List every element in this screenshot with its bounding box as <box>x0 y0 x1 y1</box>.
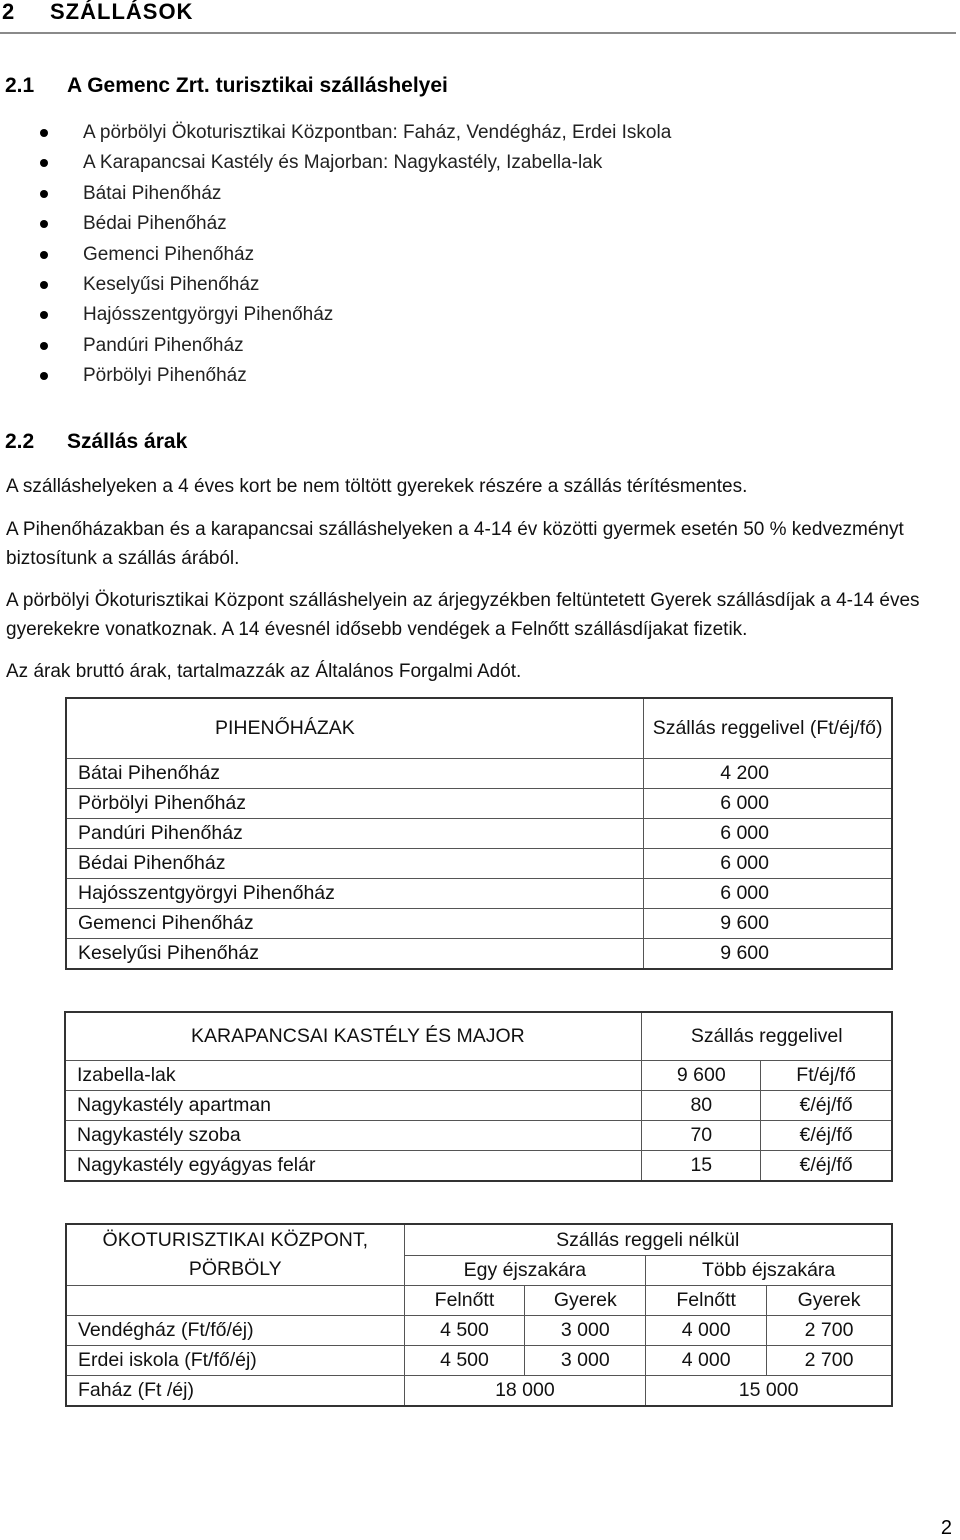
table-row: Izabella-lak 9 600 Ft/éj/fő <box>66 1061 892 1091</box>
section-number: 2.2 <box>5 430 35 453</box>
bullet-icon <box>40 251 48 259</box>
section-title: Szállás árak <box>67 430 188 453</box>
table-row: Bátai Pihenőház 4 200 <box>67 759 892 789</box>
bullet-icon <box>40 159 48 167</box>
table-row: Hajósszentgyörgyi Pihenőház 6 000 <box>67 879 892 909</box>
bullet-icon <box>40 342 48 350</box>
table-header-row <box>67 1286 892 1316</box>
bullet-icon <box>40 311 48 319</box>
rest-houses-price-table <box>66 698 892 969</box>
chapter-number: 2 <box>2 0 15 24</box>
column-header-child: Gyerek <box>525 1286 646 1316</box>
column-header-one-night: Egy éjszakára <box>404 1256 646 1286</box>
document-page: 2 SZÁLLÁSOK 2.1 A Gemenc Zrt. turisztikai szálláshelyei A pörbölyi Ökoturisztikai Központban: Faház, Vendégház, Erdei Iskola A Karapancsai Kastély és Majorban: Nagykastély, Izabella-lak Bátai Pihenőház Bédai Pihenőház Gemenci Pihenőház Keselyűsi Pihenőház Hajósszentgyörgyi Pihenőház Pandúri Pihenőház Pörbölyi Pihenőház 2.2 Szállás árak A szálláshelyeken a 4 éves kort be nem töltött gyerekek részére a szállás térítésmentes. A Pihenőházakban és a karapancsai szálláshelyeken a 4-14 év közötti gyermek esetén 50 % kedvezményt biztosítunk a szállás árából. A pörbölyi Ökoturisztikai Központ szálláshelyein az árjegyzékben feltüntetett Gyerek szállásdíjak a 4-14 éves gyerekekre vonatkoznak. A 14 évesnél idősebb vendégek a Felnőtt szállásdíjakat fizetik. Az árak bruttó árak, tartalmazzák az Általános Forgalmi Adót. PIHENŐHÁZAK Szállás reggelivel (Ft/éj/fő) Bátai Pihenőház 4 200 Pörbölyi Pihenőház 6 000 Pandúri Pihenőház 6 000 Bédai Pihenőház 6 000 Hajósszentgyörgyi Pihenőház 6 000 Gemenci Pihenőház 9 600 Keselyűsi Pihenőház 9 600 KARAPANCSAI KASTÉLY ÉS MAJOR Szállás reggelivel Izabella-lak 9 600 Ft/éj/fő Nagykastély apartman 80 €/éj/fő Nagykastély szoba 70 €/éj/fő Nagykastély egyágyas felár 15 €/éj/fő ÖKOTURISZTIKAI KÖZPONT, PÖRBÖLY Szállás reggeli nélkül Egy éjszakára Több éjszakára Felnőtt Gyerek Felnőtt Gyerek Vendégház (Ft/fő/éj) 4 500 3 000 4 000 2 700 Erdei iskola (Ft/fő/éj) 4 500 3 000 4 000 2 700 Faház (Ft /éj) 18 000 15 000 2 <box>0 0 960 1539</box>
column-header-adult: Felnőtt <box>646 1286 767 1316</box>
paragraph-vat-note: Az árak bruttó árak, tartalmazzák az Általános Forgalmi Adót. <box>6 661 522 682</box>
table-row: Nagykastély egyágyas felár 15 €/éj/fő <box>66 1151 892 1181</box>
table-row: Bédai Pihenőház 6 000 <box>67 849 892 879</box>
paragraph-discount: A Pihenőházakban és a karapancsai szálláshelyeken a 4-14 év közötti gyermek esetén 50 % kedvezményt biztosítunk a szállás árából. <box>6 519 904 569</box>
column-header-group: Szállás reggeli nélkül <box>404 1225 891 1256</box>
table-row: Pörbölyi Pihenőház 6 000 <box>67 789 892 819</box>
bullet-icon <box>40 220 48 228</box>
chapter-heading <box>0 0 956 34</box>
eco-centre-price-table <box>66 1224 892 1406</box>
table-header-row <box>66 1013 892 1061</box>
paragraph-free-stay: A szálláshelyeken a 4 éves kort be nem töltött gyerekek részére a szállás térítésmentes. <box>6 476 748 497</box>
table-header-row <box>67 1225 892 1256</box>
column-header-price: Szállás reggelivel <box>642 1013 892 1061</box>
page-number: 2 <box>940 1517 952 1539</box>
column-header-name: ÖKOTURISZTIKAI KÖZPONT, PÖRBÖLY <box>67 1225 405 1286</box>
bullet-icon <box>40 372 48 380</box>
bullet-icon <box>40 129 48 137</box>
bullet-icon <box>40 190 48 198</box>
table-row: Pandúri Pihenőház 6 000 <box>67 819 892 849</box>
table-row: Vendégház (Ft/fő/éj) 4 500 3 000 4 000 2 700 <box>67 1316 892 1346</box>
table-row: Nagykastély szoba 70 €/éj/fő <box>66 1121 892 1151</box>
section-number: 2.1 <box>5 74 35 97</box>
column-header-child: Gyerek <box>767 1286 892 1316</box>
table-row: Nagykastély apartman 80 €/éj/fő <box>66 1091 892 1121</box>
karapancsa-price-table <box>65 1012 892 1181</box>
paragraph-child-prices: A pörbölyi Ökoturisztikai Központ szálláshelyein az árjegyzékben feltüntetett Gyerek szállásdíjak a 4-14 éves gyerekekre vonatkoznak. A 14 évesnél idősebb vendégek a Felnőtt szállásdíjakat fizetik. <box>6 590 920 640</box>
bullet-icon <box>40 281 48 289</box>
table-row: Keselyűsi Pihenőház 9 600 <box>67 939 892 969</box>
chapter-title: SZÁLLÁSOK <box>50 0 194 24</box>
table-row: Faház (Ft /éj) 18 000 15 000 <box>67 1376 892 1406</box>
table-row: Erdei iskola (Ft/fő/éj) 4 500 3 000 4 000 2 700 <box>67 1346 892 1376</box>
table-row: Gemenci Pihenőház 9 600 <box>67 909 892 939</box>
section-title: A Gemenc Zrt. turisztikai szálláshelyei <box>67 74 448 97</box>
column-header-name: KARAPANCSAI KASTÉLY ÉS MAJOR <box>66 1013 642 1061</box>
column-header-name: PIHENŐHÁZAK <box>67 699 644 759</box>
table-header-row <box>67 699 892 759</box>
column-header-price: Szállás reggelivel (Ft/éj/fő) <box>644 699 892 759</box>
column-header-more-nights: Több éjszakára <box>646 1256 892 1286</box>
column-header-adult: Felnőtt <box>404 1286 525 1316</box>
